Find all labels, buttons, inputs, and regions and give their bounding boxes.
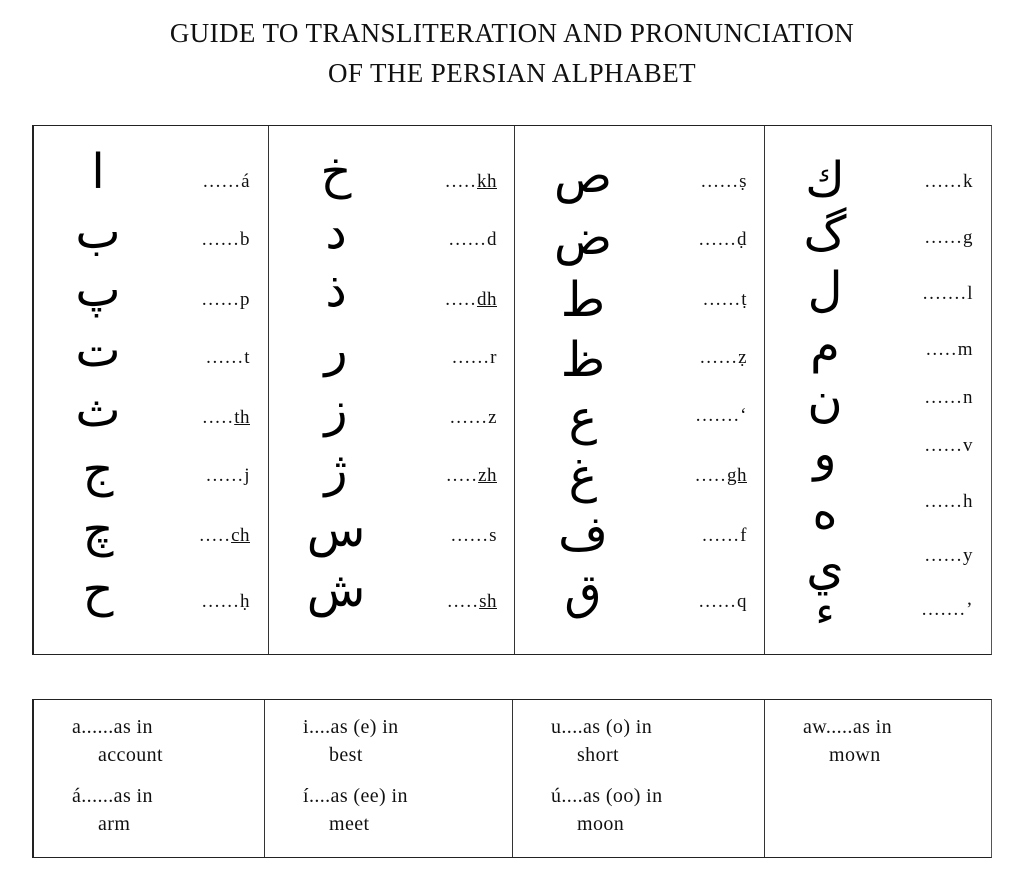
vowel-entry: a......as in account: [72, 716, 163, 766]
vowel-column-3: [512, 700, 764, 857]
transliteration-row: ......v: [924, 435, 973, 456]
transliteration-row: ......z: [449, 407, 497, 428]
transliteration-value: ṭ: [741, 289, 747, 310]
transliteration-value: k: [963, 171, 973, 192]
transliteration-row: ......y: [924, 545, 973, 566]
transliteration-row: ......t: [206, 347, 250, 368]
transliteration-row: ......q: [698, 591, 747, 612]
transliteration-row: ......r: [452, 347, 497, 368]
page-title-line-2: OF THE PERSIAN ALPHABET: [328, 58, 696, 88]
vowel-entry: í....as (ee) in meet: [303, 785, 408, 835]
persian-letter: چ: [82, 502, 114, 558]
transliteration-row: .....m: [925, 339, 973, 360]
persian-letter: ه: [812, 484, 838, 540]
transliteration-row: ......n: [924, 387, 973, 408]
alphabet-column-1: [34, 126, 268, 654]
transliteration-row: ......s: [450, 525, 497, 546]
persian-letter: ك: [805, 152, 845, 208]
vowel-entry: u....as (o) in short: [551, 716, 653, 766]
transliteration-list: [120, 126, 250, 654]
transliteration-value: th: [234, 407, 250, 428]
vowel-table: [32, 699, 992, 858]
persian-letter: ح: [82, 562, 114, 618]
transliteration-row: ......b: [201, 229, 250, 250]
transliteration-value: ’: [966, 599, 973, 620]
vowel-column-2: [264, 700, 512, 857]
transliteration-row: ......á: [202, 171, 250, 192]
transliteration-value: ẓ: [738, 347, 747, 368]
transliteration-row: .....zh: [446, 465, 497, 486]
transliteration-list: [843, 126, 973, 654]
vowel-column-1: [34, 700, 264, 857]
transliteration-row: ......ẓ: [699, 347, 747, 368]
transliteration-value: n: [963, 387, 973, 408]
transliteration-row: .......‘: [695, 405, 747, 426]
transliteration-row: ......g: [924, 227, 973, 248]
persian-letter: ب: [75, 204, 121, 260]
persian-letter: ف: [558, 506, 608, 562]
persian-letter: و: [813, 426, 837, 482]
letter-stack: [537, 126, 629, 654]
transliteration-row: .......’: [921, 599, 973, 620]
transliteration-row: ......ṭ: [703, 289, 747, 310]
persian-letter: ل: [807, 262, 843, 318]
persian-letter: ج: [82, 442, 114, 498]
persian-letter: ض: [553, 210, 613, 266]
transliteration-row: .....ch: [199, 525, 250, 546]
persian-letter: ز: [324, 382, 348, 438]
persian-letter: ء: [815, 589, 835, 635]
transliteration-list: [617, 126, 747, 654]
transliteration-value: d: [487, 229, 497, 250]
transliteration-value: y: [963, 545, 973, 566]
transliteration-row: ......k: [924, 171, 973, 192]
transliteration-row: ......ḍ: [698, 229, 747, 250]
transliteration-value: kh: [477, 171, 497, 192]
persian-letter: ع: [568, 390, 598, 446]
transliteration-row: ......ṣ: [700, 171, 747, 192]
persian-letter: ث: [75, 382, 121, 438]
persian-letter: د: [325, 204, 347, 260]
persian-letter: ظ: [560, 332, 606, 388]
persian-letter: ي: [806, 540, 844, 596]
transliteration-value: b: [240, 229, 250, 250]
persian-letter: س: [306, 502, 366, 558]
transliteration-value: á: [241, 171, 250, 192]
persian-letter: ذ: [325, 262, 347, 318]
vowel-entry: i....as (e) in best: [303, 716, 399, 766]
transliteration-row: ......p: [201, 289, 250, 310]
alphabet-table: [32, 125, 992, 655]
persian-letter: ق: [564, 564, 602, 620]
persian-letter: ط: [560, 272, 606, 328]
transliteration-value: r: [490, 347, 497, 368]
transliteration-value: gh: [727, 465, 747, 486]
transliteration-value: ḍ: [737, 229, 747, 250]
transliteration-value: ṣ: [739, 171, 747, 192]
transliteration-row: ......d: [448, 229, 497, 250]
alphabet-column-3: [514, 126, 765, 654]
transliteration-value: z: [488, 407, 497, 428]
transliteration-value: g: [963, 227, 973, 248]
transliteration-value: j: [244, 465, 250, 486]
transliteration-row: .....dh: [445, 289, 497, 310]
persian-letter: م: [810, 318, 840, 374]
transliteration-value: sh: [479, 591, 497, 612]
transliteration-value: m: [957, 339, 973, 360]
transliteration-row: ......f: [702, 525, 747, 546]
transliteration-row: .....kh: [445, 171, 497, 192]
transliteration-value: zh: [478, 465, 497, 486]
transliteration-row: ......h: [924, 491, 973, 512]
page-title-line-1: GUIDE TO TRANSLITERATION AND PRONUNCIATION: [169, 18, 855, 48]
persian-letter: ت: [75, 322, 121, 378]
persian-letter: گ: [803, 206, 847, 262]
transliteration-row: ......j: [206, 465, 250, 486]
transliteration-row: .....th: [202, 407, 250, 428]
transliteration-value: t: [244, 347, 250, 368]
transliteration-value: q: [737, 591, 747, 612]
vowel-column-4: [764, 700, 994, 857]
transliteration-row: ......ḥ: [201, 591, 250, 612]
persian-letter: ر: [324, 322, 348, 378]
persian-letter: پ: [75, 262, 121, 318]
vowel-entry: aw.....as in mown: [803, 716, 893, 766]
persian-letter: ص: [553, 148, 613, 204]
persian-letter: ا: [91, 144, 105, 200]
vowel-entry: á......as in arm: [72, 785, 153, 835]
transliteration-value: s: [489, 525, 497, 546]
transliteration-value: h: [963, 491, 973, 512]
transliteration-value: ḥ: [240, 591, 250, 612]
persian-letter: ژ: [324, 442, 348, 498]
alphabet-column-4: [764, 126, 995, 654]
persian-letter: ن: [807, 372, 843, 428]
transliteration-value: v: [963, 435, 973, 456]
transliteration-value: f: [740, 525, 747, 546]
alphabet-column-2: [268, 126, 515, 654]
transliteration-list: [367, 126, 497, 654]
transliteration-value: l: [967, 283, 973, 304]
transliteration-row: .....sh: [447, 591, 497, 612]
persian-letter: ش: [306, 562, 366, 618]
vowel-entry: ú....as (oo) in moon: [551, 785, 663, 835]
transliteration-value: dh: [477, 289, 497, 310]
transliteration-value: ch: [231, 525, 250, 546]
transliteration-value: ‘: [740, 405, 747, 426]
transliteration-row: .....gh: [695, 465, 747, 486]
persian-letter: خ: [320, 144, 352, 200]
transliteration-row: .......l: [922, 283, 973, 304]
persian-letter: غ: [568, 448, 598, 504]
transliteration-value: p: [240, 289, 250, 310]
